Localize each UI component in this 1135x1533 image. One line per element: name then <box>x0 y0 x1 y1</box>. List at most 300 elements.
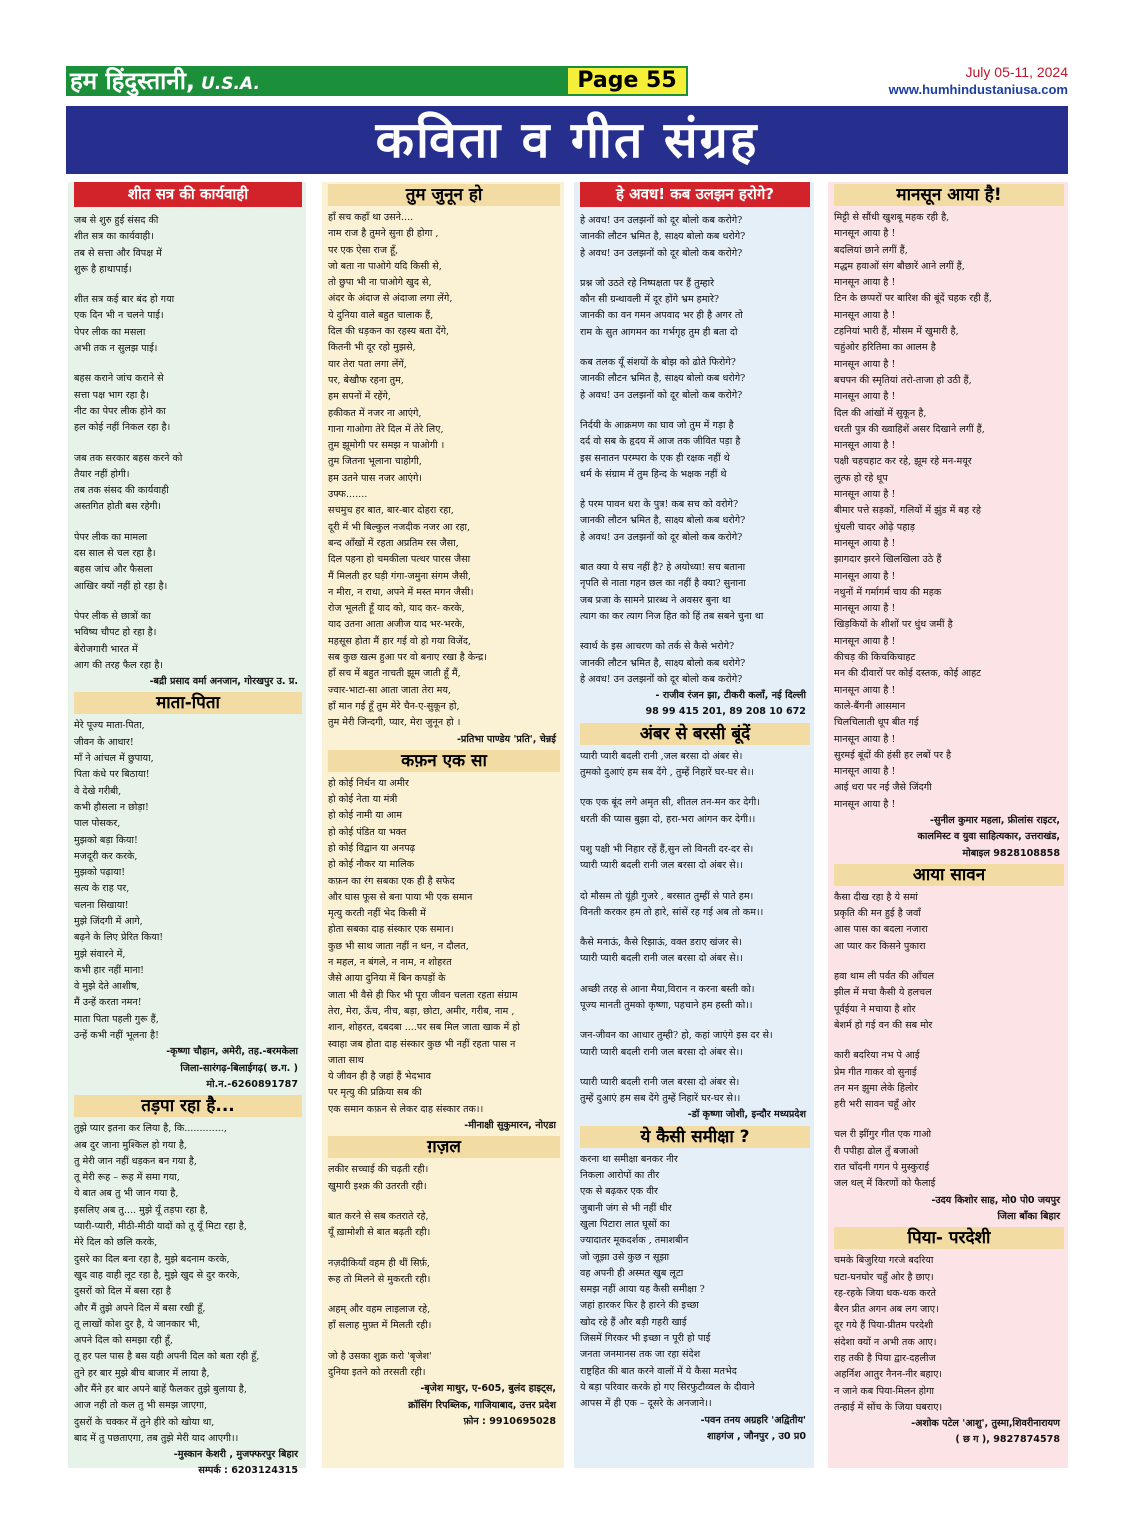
poem-author: मो.न.-6260891787 <box>206 1078 298 1090</box>
column-1 <box>68 182 306 1477</box>
poem-line: आस पास का बदला नजारा <box>834 924 928 936</box>
poem-line: हम सपनों में रहेंगे, <box>328 391 391 403</box>
poem-line: कब तलक यूँ संशयों के बोझ को ढोते फिरोगे? <box>580 357 736 369</box>
poem-line: हम उतने पास नजर आएंगे। <box>328 472 423 484</box>
poem-line: न जाने कब पिया-मिलन होगा <box>834 1385 935 1397</box>
poem <box>828 1227 1068 1449</box>
poem-line: हो कोई नौकर या मालिक <box>328 859 415 871</box>
poem-line: हे अवध! उन उलझनों को दूर बोलो कब करोगे? <box>580 531 743 543</box>
poem-line: प्यारी प्यारी बदली रानी जल बरसा दो अंबर से।। <box>580 1046 743 1058</box>
poem-line: खुद वाह वाही लूट रहा है, मुझे खुद से दुर करके, <box>74 1269 240 1281</box>
poem-line: मानसून आया है ! <box>834 733 896 745</box>
poem-line: पेपर लीक से छात्रों का <box>74 610 151 622</box>
stanza-gap <box>580 1014 810 1028</box>
poem-title: तुम जुनून हो <box>328 184 560 206</box>
poem-author: -मुस्कान केशरी , मुजफ्फरपुर बिहार <box>173 1449 298 1461</box>
poem-line: प्रकृति की मन हुई है जवाँ <box>834 908 921 920</box>
poem-line: याद उतना आता अजीज याद भर-भरके, <box>328 619 465 631</box>
poem-line: अहर्निश आतुर नैनन-नीर बहाए। <box>834 1369 943 1381</box>
poem-author: 98 99 415 201, 89 208 10 672 <box>645 706 806 718</box>
poem <box>68 182 306 690</box>
poem-author: -मीनाक्षी सुकुमारन, नोएडा <box>464 1120 556 1132</box>
poem-line: मानसून आया है ! <box>834 309 896 321</box>
poem-line: री पपीहा ढोल तुँ बजाओ <box>834 1145 919 1157</box>
stanza-gap <box>580 781 810 795</box>
poem-line: तब तक संसद की कार्यवाही <box>74 485 169 497</box>
stanza-gap <box>328 1288 560 1302</box>
stanza-gap <box>328 1195 560 1209</box>
poem <box>68 692 306 1093</box>
poem-title: मानसून आया है! <box>834 184 1064 206</box>
poem-line: सचमुच हर बात, बार-बार दोहरा रहा, <box>328 505 454 517</box>
poem-line: धरती पुत्र की ख्वाहिशें असर दिखाने लगीं हैं, <box>834 423 985 435</box>
poem-line: मानसून आया है ! <box>834 603 896 615</box>
poem-line: सुरमई बूंदों की हंसी हर लबों पर है <box>834 749 952 761</box>
stanza-gap <box>580 875 810 889</box>
section-banner: कविता व गीत संग्रह <box>66 106 1068 174</box>
poem-line: चमके बिजुरिया गरजे बदरिया <box>834 1255 934 1267</box>
poem-line: दिल पहना हो चमकीला पत्थर पारस जैसा <box>328 554 471 566</box>
poem-line: कफ़न का रंग सबका एक ही है सफेद <box>328 875 455 887</box>
poem-author: मोबाइल 9828108858 <box>962 847 1060 859</box>
poem-line: ये जीवन ही है जहां हैं भेदभाव <box>328 1071 431 1083</box>
poem-line: प्यारी प्यारी बदली रानी जल बरसा दो अंबर से।। <box>580 953 743 965</box>
poem-author: जिला बाँका बिहार <box>997 1210 1060 1222</box>
poem-line: धुंधली चादर ओढ़े पहाड़ <box>834 521 915 533</box>
poem-line: राष्ट्रहित की बात करने वालों में ये कैसा मतभेद <box>580 1365 737 1377</box>
poem-line: टिन के छप्परों पर बारिश की बूंदें चहक रही हैं, <box>834 293 992 305</box>
poem-line: लकीर सच्चाई की चढ़ती रही। <box>328 1164 429 1176</box>
column-2 <box>322 182 564 1468</box>
poem-line: बन्द आँखों में रहता अप्रतिम रस जैसा, <box>328 537 459 549</box>
poem-line: दूरी में भी बिल्कुल नजदीक नजर आ रहा, <box>328 521 471 533</box>
poem-author: -डॉ कृष्णा जोशी, इन्दौर मध्यप्रदेश <box>687 1109 806 1121</box>
poem-line: खुला पिटारा लात घूसों का <box>580 1218 670 1230</box>
poem-line: ये बात अब तु भी जान गया है, <box>74 1188 179 1200</box>
poem-line: ज्यादातर मूकदर्शक , तमाशबीन <box>580 1235 689 1247</box>
poem-line: नीट का पेपर लीक होने का <box>74 405 166 417</box>
poem-line: पक्षी चहचहाट कर रहे, झूम रहे मन-मयूर <box>834 456 972 468</box>
poem-author: ( छ ग ), 9827874578 <box>955 1434 1060 1446</box>
stanza-gap <box>74 516 302 530</box>
poem-title: हे अवध! कब उलझन हरोगे? <box>580 182 810 207</box>
poem-line: इस सनातन परम्परा के एक ही रक्षक नहीं थे <box>580 452 730 464</box>
poem-line: माता पिता पहली गुरू हैं, <box>74 1013 159 1025</box>
poem-line: हो कोई पंडित या भक्त <box>328 826 407 838</box>
poem-author: -अशोक पटेल 'आशु', तुस्मा,शिवरीनारायण <box>911 1418 1060 1430</box>
poem-author: जिला-सारंगढ़-बिलाईगढ़( छ.ग. ) <box>180 1062 298 1074</box>
poem-line: पिता कंधे पर बिठाया! <box>74 769 150 781</box>
poem-line: बेशर्म हो गई वन की सब मोर <box>834 1019 933 1031</box>
poem-line: गाना गाओगा तेरे दिल में तेरे लिए, <box>328 423 444 435</box>
poem-line: चिलचिलाती धूप बीत गई <box>834 717 919 729</box>
poem-line: प्यारी प्यारी बदली रानी ,जल बरसा दो अंबर से। <box>580 750 743 762</box>
poem-line: तन्हाई में सोंच के जिया घबराए। <box>834 1401 943 1413</box>
masthead-title: हम हिंदुस्तानी, <box>70 67 196 95</box>
poem-line: हे अवध! उन उलझनों को दूर बोलो कब करोगे? <box>580 247 743 259</box>
poem-line: उन्हें कभी नहीं भूलना है! <box>74 1030 159 1042</box>
stanza-gap <box>580 404 810 418</box>
poem-line: बीमार पत्ते सड़कों, गलियों में झुंड में बह रहे <box>834 505 981 517</box>
poem-line: नृपति से नाता गहन छल का नहीं है क्या? सुनाना <box>580 578 746 590</box>
poem <box>68 1095 306 1480</box>
poem-line: हे अवध! उन उलझनों को दूर बोलो कब करोगे? <box>580 389 743 401</box>
poem-line: हाँ मान गई हूँ तुम मेरे चैन-ए-सुकून हो, <box>328 700 460 712</box>
poem-line: हकीकत में नजर ना आएंगे, <box>328 407 422 419</box>
poem-line: एक एक बूंद लगे अमृत सी, शीतल तन-मन कर देगी। <box>580 797 760 809</box>
poem-line: मानसून आया है ! <box>834 391 896 403</box>
poem-line: हे अवध! उन उलझनों को दूर बोलो कब करोगे? <box>580 215 743 226</box>
poem-line: त्याग का कर त्याग निज हित को हिं तब सबने चुना था <box>580 610 764 622</box>
poem-line: मेरे पूज्य माता-पिता, <box>74 720 145 732</box>
poem-line: तुम झूमोगी पर समझ न पाओगी । <box>328 440 445 452</box>
poem-line: राम के सुत आगमन का गर्भगृह तुम ही बता दो <box>580 326 738 338</box>
website-link[interactable]: www.humhindustaniusa.com <box>888 82 1068 97</box>
poem-line: तू लाखों कोश दुर है, ये जानकार भी, <box>74 1318 201 1330</box>
poem-line: मुझे जिंदगी में आगे, <box>74 915 143 927</box>
poem-line: एक समान कफ़न से लेकर दाह संस्कार तक।। <box>328 1103 484 1115</box>
poem-line: जन-जीवन का आधार तुम्ही? हो, कहां जाएंगे इस दर से। <box>580 1030 773 1042</box>
poem-line: निकला आरोपों का तीर <box>580 1170 660 1182</box>
poem-line: शीत सत्र का कार्यवाही। <box>74 231 154 243</box>
poem-title: ये कैसी समीक्षा ? <box>580 1126 810 1148</box>
poem-line: कीचड़ की किचकिचाहट <box>834 652 916 664</box>
poem-line: चल री झींगुर गीत एक गाओ <box>834 1129 932 1141</box>
poem-author: कालमिस्ट व युवा साहित्यकार, उत्तराखंड, <box>917 831 1060 843</box>
poem-line: वे मुझे देते आशीष, <box>74 981 140 993</box>
poem-line: घटा-घनघोर चहुँ ओर है छाए। <box>834 1271 934 1283</box>
poem-line: कारी बदरिया नभ पे आई <box>834 1050 920 1062</box>
poem-line: इसलिए अब तु.... मुझे यूँ तड़पा रहा है, <box>74 1204 209 1216</box>
poem-line: आ प्यार कर किसने पुकारा <box>834 940 926 952</box>
column-4 <box>828 182 1068 1468</box>
poem-line: करना था समीक्षा बनकर नीर <box>580 1153 678 1165</box>
poem-line: लुत्फ हो रहे धूप <box>834 472 888 484</box>
poem-line: पूर्वईया ने मचाया है शोर <box>834 1003 916 1015</box>
poem-line: संदेशा क्यों न अभी तक आए। <box>834 1336 937 1348</box>
poem-line: बाद में तु पछताएगा, तब तुझे मेरी याद आएगी।। <box>74 1432 239 1444</box>
poem-line: प्रेम गीत गाकर वो सुनाई <box>834 1066 917 1078</box>
poem-line: बहस कराने जांच कराने से <box>74 373 164 385</box>
poem <box>574 723 814 1124</box>
poem-line: बढ़ने के लिए प्रेरित किया! <box>74 932 164 944</box>
poem-line: कितनी भी दूर रहो मुझसे, <box>328 342 416 354</box>
poem-line: तैयार नहीं होगी। <box>74 468 130 480</box>
poem-line: मानसून आया है ! <box>834 537 896 549</box>
stanza-gap <box>580 921 810 935</box>
poem-title: ग़ज़ल <box>328 1136 560 1158</box>
poem-line: खिड़कियों के शीशों पर धुंध जमीं है <box>834 619 953 631</box>
poem-line: मानसून आया है ! <box>834 766 896 778</box>
poem-line: जो जूझा उसे कुछ न सूझा <box>580 1251 670 1263</box>
poem-line: दुसरों के चक्कर में तुने हीरे को खोया था, <box>74 1416 215 1428</box>
stanza-gap <box>834 1113 1064 1127</box>
poem-title: पिया- परदेशी <box>834 1227 1064 1249</box>
page-header <box>66 66 1068 100</box>
poem-line: जहां हारकर फिर है हारने की इच्छा <box>580 1300 699 1312</box>
poem-title: माता-पिता <box>74 692 302 714</box>
poem-line: तू हर पल पास है बस यही अपनी दिल को बता रही हूँ, <box>74 1351 260 1363</box>
poem-line: जैसे आया दुनिया में बिन कपड़ों के <box>328 973 446 985</box>
poem-author: -कृष्णा चौहान, अमेरी, तह.-बरमकेला <box>166 1046 298 1058</box>
poem-line: झागदार झरने खिलखिला उठे हैं <box>834 554 942 566</box>
poem-line: और मैं तुझे अपने दिल में बसा रखी हूँ, <box>74 1302 206 1314</box>
poem-line: शुरू है हाथापाई। <box>74 263 132 275</box>
poem-line: हाँ सलाह मुफ़्त में मिलती रही। <box>328 1320 432 1332</box>
stanza-gap <box>580 262 810 276</box>
poem-line: जब से शुरु हुई संसद की <box>74 215 159 226</box>
poem-line: जाता भी वैसे ही फिर भी पूरा जीवन चलता रहता संग्राम <box>328 989 518 1001</box>
poem-line: बैरन प्रीत अगन अब लग जाए। <box>834 1304 939 1316</box>
poem-line: पेपर लीक का मामला <box>74 531 148 543</box>
poem-author: - राजीव रंजन झा, टीकरी कलाँ, नई दिल्ली <box>655 690 806 702</box>
poem-line: कभी हार नहीं माना! <box>74 964 145 976</box>
poem-line: मिट्टी से सौंधी खुशबू महक रही है, <box>834 212 950 223</box>
stanza-gap <box>580 1061 810 1075</box>
poem-line: अब दुर जाना मुश्किल हो गया है, <box>74 1139 188 1151</box>
poem-line: मद्धम हवाओं संग बौछारें आने लगीं हैं, <box>834 260 965 272</box>
poem-line: एक दिन भी न चलने पाई। <box>74 310 164 322</box>
poem-title: शीत सत्र की कार्यवाही <box>74 182 302 207</box>
poem-line: बहस जांच और फैसला <box>74 564 153 576</box>
poem-line: मैं मिलती हर घड़ी गंगा-जमुना संगम जैसी, <box>328 570 471 582</box>
poem-line: दर्द वो सब के हृदय में आज तक जीवित पड़ा है <box>580 436 741 448</box>
poem-line: जब तक सरकार बहस करने को <box>74 452 183 464</box>
poem-line: प्यारी प्यारी बदली रानी जल बरसा दो अंबर से। <box>580 1076 740 1088</box>
poem-line: प्यारी-प्यारी, मीठी-मीठी यादों को तू यूँ मिटा रहा है, <box>74 1221 247 1233</box>
poem-line: अस्तगित होती बस रहेगी। <box>74 501 162 513</box>
poem-line: स्वार्थ के इस आचरण को तर्क से कैसे भरोगे? <box>580 641 735 653</box>
poem-line: कुछ भी साथ जाता नहीं न धन, न दौलत, <box>328 940 469 952</box>
poem-line: हो कोई निर्धन या अमीर <box>328 777 409 789</box>
poem-line: सत्य के राह पर, <box>74 883 130 895</box>
poem-line: पर एक ऐसा राज हूँ, <box>328 244 399 256</box>
poem-line: हो कोई नामी या आम <box>328 810 402 822</box>
poem-line: अहम् और वहम लाइलाज रहे, <box>328 1304 431 1316</box>
poem-line: तु मेरी जान नहीं धड़कन बन गया है, <box>74 1155 197 1167</box>
column-3 <box>574 182 814 1468</box>
poem-line: दूर गये हैं पिया-प्रीतम परदेशी <box>834 1320 934 1332</box>
poem-line: दो मौसम तो यूंही गुजरे , बरसात तुम्हीं से पाते हम। <box>580 890 754 902</box>
poem-line: कैसा दीख रहा है ये समां <box>834 891 918 903</box>
poem-line: स्वाहा जब होता दाह संस्कार कुछ भी नहीं रहता पास न <box>328 1038 516 1050</box>
poem-line: मानसून आया है ! <box>834 277 896 289</box>
poem-line: मानसून आया है ! <box>834 358 896 370</box>
poem-line: आई धरा पर नई जैसे जिंदगी <box>834 782 932 794</box>
poem-line: जानकी का वन गमन अपवाद भर ही है अगर तो <box>580 310 743 322</box>
poem-line: हो कोई नेता या मंत्री <box>328 794 398 806</box>
poem-line: एक से बढ़कर एक वीर <box>580 1186 658 1198</box>
poem-line: मन की दीवारों पर कोई दस्तक, कोई आहट <box>834 668 982 680</box>
poem-line: कौन सी ग्रन्थावली में दूर होंगे भ्रम हमारे? <box>580 294 720 306</box>
stanza-gap <box>74 595 302 609</box>
poem-line: हे परम पावन धरा के पुत्र! कब सच को वरोगे? <box>580 499 739 511</box>
poem-line: सत्ता पक्ष भाग रहा है। <box>74 389 149 401</box>
poem-line: भविष्य चौपट हो रहा है। <box>74 627 157 639</box>
poem-line: वह अपनी ही अस्मत खुब लूटा <box>580 1267 684 1279</box>
poem-line: यार तेरा पता लगा लेंगें, <box>328 358 407 370</box>
stanza-gap <box>580 625 810 639</box>
poem-line: जीवन के आधार! <box>74 736 134 748</box>
poem <box>322 1136 564 1430</box>
stanza-gap <box>74 437 302 451</box>
poem-author: क्रॉसिंग रिपब्लिक, गाजियाबाद, उत्तर प्रदेश <box>408 1399 556 1411</box>
poem-line: विनती करकर हम तो हारे, सांसें रह गई अब तो कम।। <box>580 906 764 918</box>
poem-line: दुसरे का दिल बना रहा है, मुझे बदनाम करके, <box>74 1253 230 1265</box>
poem-line: उफ्फ....... <box>328 489 368 501</box>
poem-line: प्रश्न जो उठते रहे निष्पक्षता पर हैं तुम्हारे <box>580 277 715 289</box>
poem-line: चलना सिखाया! <box>74 899 129 911</box>
poem-line: जानकी लौटन भ्रमित है, साक्ष्य बोलो कब धरोगे? <box>580 515 746 527</box>
poem-line: रोज भूलती हूँ याद को, याद कर- करके, <box>328 603 465 615</box>
poem-line: अच्छी तरह से आना मैया,विरान न करना बस्ती को। <box>580 983 755 995</box>
poem-line: रह-रहके जिया धक-धक करते <box>834 1287 936 1299</box>
poem-line: मानसून आया है ! <box>834 635 896 647</box>
poem-line: दिल की आंखों में सुकून है, <box>834 407 927 419</box>
poem-author: फ़ोन : 9910695028 <box>463 1415 556 1427</box>
poem-line: जुबानी जंग से भी नहीं धीर <box>580 1202 672 1214</box>
poem-line: जो बता ना पाओगे यदि किसी से, <box>328 260 442 272</box>
poem-author: -प्रतिभा पाण्डेय 'प्रति', चेन्नई <box>456 733 556 745</box>
poem-line: पेपर लीक का मसला <box>74 326 146 338</box>
poem-line: दिल की धड़कन का रहस्य बता देंगे, <box>328 326 450 338</box>
poem-line: धर्म के संग्राम में तुम हिन्द के भक्षक नहीं थे <box>580 468 727 480</box>
stanza-gap <box>74 278 302 292</box>
poem-author: -बृजेश माथुर, ए-605, बुलंद हाइट्स, <box>420 1383 556 1395</box>
poem-line: रात चाँदनी गगन पे मुस्कुराई <box>834 1162 930 1174</box>
poem-line: जनता जनमानस तक जा रहा संदेश <box>580 1349 701 1361</box>
poem-line: कैसे मनाऊं, कैसे रिझाऊं, वक्त डराए खंजर से। <box>580 937 742 949</box>
poem-line: महसूस होता मैं हार गई वो हो गया विजेंद, <box>328 635 472 647</box>
poem-line: शीत सत्र कई बार बंद हो गया <box>74 294 175 306</box>
poem-line: खोद रहे हैं और बड़ी गहरी खाई <box>580 1316 687 1328</box>
poem-line: चहुंओर हरितिमा का आलम है <box>834 342 936 354</box>
poem-line: सब कुछ खत्म हुआ पर वो बनाए रखा है केन्द्र। <box>328 652 487 664</box>
poem-line: तुमको दुआएं हम सब देंगे , तुम्हें निहारें घर-घर से।। <box>580 767 755 779</box>
poem-line: नज़दीकियाँ वहम ही थीं सिर्फ़, <box>328 1257 430 1269</box>
poem-line: तब से सत्ता और विपक्ष में <box>74 247 162 259</box>
poem <box>574 182 814 721</box>
poem-line: टहनियां भारी हैं, मौसम में खुमारी है, <box>834 326 959 338</box>
poem-line: तुम्हें दुआएं हम सब देंगे तुम्हें निहारें घर-घर से।। <box>580 1093 741 1105</box>
issue-date: July 05-11, 2024 <box>965 64 1068 80</box>
poem-line: बदलियां छाने लगीं हैं, <box>834 244 908 256</box>
poem-line: बचपन की स्मृतियां तरो-ताजा हो उठी हैं, <box>834 374 972 386</box>
poem-line: जो है उसका शुक्र करो 'बृजेश' <box>328 1350 432 1362</box>
poem-line: समझ नहीं आया यह कैसी समीक्षा ? <box>580 1284 705 1296</box>
poem-line: शान, शोहरत, दबदबा ....पर सब मिल जाता खाक में हो <box>328 1022 520 1034</box>
poem <box>322 750 564 1135</box>
stanza-gap <box>74 357 302 371</box>
poem-line: दुनिया इतने को तरसती रही। <box>328 1367 426 1378</box>
poem-line: हाँ सच कहाँ था उसने.... <box>328 212 414 223</box>
poem-line: तुने हर बार मुझे बीच बाजार में लाया है, <box>74 1367 210 1379</box>
poem-line: मानसून आया है ! <box>834 798 896 810</box>
poem-line: आग की तरह फैल रहा है। <box>74 659 163 671</box>
poem-line: जब प्रजा के सामने प्रारब्ध ने अवसर बुना था <box>580 594 731 606</box>
poem-line: बात करने से सब कतराते रहे, <box>328 1210 429 1222</box>
poem-line: पर, बेखौफ रहना तुम, <box>328 374 404 386</box>
poem-line: धरती की प्यास बुझा दो, हरा-भरा आंगन कर देगी।। <box>580 813 756 825</box>
poem-line: मजदूरी कर करके, <box>74 850 138 862</box>
poem-line: जिसमें गिरकर भी इच्छा न पूरी हो पाई <box>580 1333 711 1345</box>
poem-line: हरी भरी सावन चहूँ ओर <box>834 1099 916 1111</box>
poem-line: माँ ने आंचल में छुपाया, <box>74 753 154 765</box>
poem-line: न महल, न बंगले, न नाम, न शोहरत <box>328 957 452 969</box>
stanza-gap <box>834 955 1064 969</box>
poem-line: अपने दिल को समझा रही हूँ, <box>74 1335 173 1347</box>
poem-line: दस साल से चल रहा है। <box>74 548 156 560</box>
poem-line: वे देखे गरीबी, <box>74 785 122 797</box>
poem-line: नाम राज है तुमने सुना ही होगा , <box>328 228 439 240</box>
poem-line: मानसून आया है ! <box>834 228 896 240</box>
poem-line: पाल पोसकर, <box>74 818 121 830</box>
poem-line: हे अवध! उन उलझनों को दूर बोलो कब करोगे? <box>580 673 743 685</box>
stanza-gap <box>834 1034 1064 1048</box>
poem-line: तेरा, मेरा, ऊँच, नीच, बड़ा, छोटा, अमीर, गरीब, नाम , <box>328 1005 515 1017</box>
poem <box>574 1126 814 1445</box>
poem-line: हवा थाम ली पर्वत की आँचल <box>834 971 935 983</box>
poem-line: पशु पक्षी भी निहार रहें हैं,सुन लो विनती दर-दर से। <box>580 843 754 855</box>
poem-line: और घास फूस से बना पाया भी एक समान <box>328 891 473 903</box>
stanza-gap <box>580 546 810 560</box>
poem-author: सम्पर्क : 6203124315 <box>198 1465 298 1477</box>
poem-line: तू मेरी रूह – रूह में समा गया, <box>74 1172 180 1184</box>
poem-author: -बद्री प्रसाद वर्मा अनजान, गोरखपुर उ. प्र. <box>149 676 298 688</box>
poem-line: मृत्यु करती नहीं भेद किसी में <box>328 908 426 920</box>
poem-line: नथुनों में गर्मागर्म चाय की महक <box>834 586 942 598</box>
stanza-gap <box>580 828 810 842</box>
poem-line: हो कोई विद्वान या अनपढ़ <box>328 842 416 854</box>
poem-line: हल कोई नहीं निकल रहा है। <box>74 422 171 434</box>
poem-line: प्यारी प्यारी बदली रानी जल बरसा दो अंबर से।। <box>580 860 743 872</box>
poem-line: तुम जितना भूलाना चाहोगी, <box>328 456 422 468</box>
poem-line: जाता साथ <box>328 1054 364 1066</box>
poem-line: पर मृत्यु की प्रक्रिया सब की <box>328 1087 422 1099</box>
stanza-gap <box>580 483 810 497</box>
poem-line: मेरे दिल को छलि करके, <box>74 1237 158 1249</box>
poem-line: राह तकी है पिया द्वार-दहलीज <box>834 1353 936 1364</box>
poem-title: अंबर से बरसी बूंदें <box>580 723 810 745</box>
stanza-gap <box>328 1335 560 1349</box>
poem-line: अभी तक न सुलझ पाई। <box>74 343 158 355</box>
poem-author: -पवन तनय अग्रहरि 'अद्वितीय' <box>700 1414 806 1426</box>
poem-line: बात क्या ये सच नहीं है? हे अयोध्या! सच बताना <box>580 562 746 574</box>
page-number: Page 55 <box>566 66 688 96</box>
poem-line: मुझे संवारने में, <box>74 948 126 960</box>
masthead-usa: U.S.A. <box>201 74 260 94</box>
poem-line: मानसून आया है ! <box>834 489 896 501</box>
poem-line: मैं उन्हें करता नमन! <box>74 997 142 1009</box>
poem-line: जानकी लौटन भ्रमित है, साक्ष्य बोलो कब धरोगे? <box>580 657 746 669</box>
poem-line: यूँ ख़ामोशी से बात बढ़ती रही। <box>328 1227 431 1239</box>
poem-title: आया सावन <box>834 864 1064 886</box>
poem-line: आज नही तो कल तु भी समझ जाएगा, <box>74 1400 208 1412</box>
poem-line: मानसून आया है ! <box>834 570 896 582</box>
poem-line: होता सबका दाह संस्कार एक समान। <box>328 924 454 936</box>
poem-line: कभी हौसला न छोड़ा! <box>74 801 149 813</box>
poem-line: मुझको बड़ा किया! <box>74 834 138 846</box>
poem-line: और मैंने हर बार अपने बाहें फैलकर तुझे बुलाया है, <box>74 1384 247 1395</box>
poem-line: निर्दयी के आक्रमण का घाव जो तुम में गड़ा है <box>580 419 734 431</box>
poem-line: तो छुपा भी ना पाओगे खुद से, <box>328 277 432 289</box>
poem-line: मानसून आया है ! <box>834 684 896 696</box>
poem-line: खुमारी इश्क़ की उतरती रही। <box>328 1180 427 1192</box>
poem-line: काले-बैंगनी आसमान <box>834 700 906 712</box>
poem-line: तन मन झुमा लेके हिलोर <box>834 1082 918 1094</box>
stanza-gap <box>580 341 810 355</box>
poem-line: आखिर क्यों नहीं हो रहा है। <box>74 580 168 592</box>
